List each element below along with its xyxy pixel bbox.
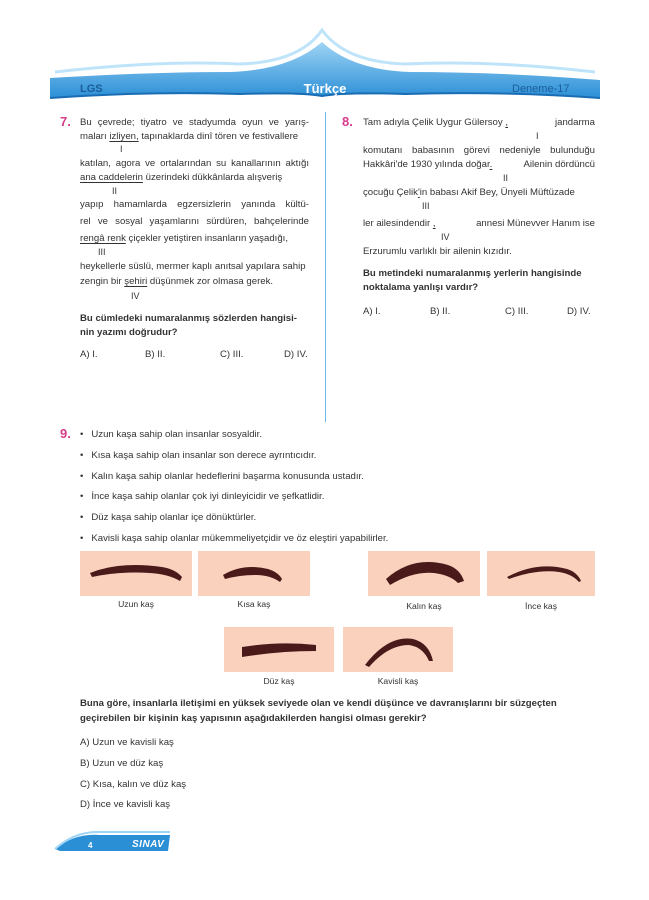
- q9-option-c[interactable]: C) Kısa, kalın ve düz kaş: [80, 779, 187, 790]
- q8-mark-II: II: [503, 173, 509, 183]
- bullet-icon: •: [80, 471, 84, 482]
- brow-label-short: Kısa kaş: [237, 599, 271, 609]
- q8-punct-IV: ,: [432, 218, 436, 229]
- q7-mark-IV: IV: [131, 291, 140, 301]
- q8-mark-I: I: [536, 131, 539, 141]
- q7-option-a[interactable]: A) I.: [80, 349, 98, 360]
- q7-line-6: rel ve sosyal yaşamlarını sürdüren, bahçelerinde: [80, 216, 309, 227]
- q9-bullet-3: • Kalın kaşa sahip olanlar hedeflerini başarma konusunda ustadır.: [80, 471, 364, 482]
- q8-option-a[interactable]: A) I.: [363, 306, 381, 317]
- footer-brand-logo: SINAV: [132, 839, 165, 850]
- q8-mark-IV: IV: [441, 232, 450, 242]
- brow-label-thick: Kalın kaş: [406, 601, 442, 611]
- q7-line-5: yapıp hamamlarda egzersizlerin yanında kültü-: [80, 199, 309, 210]
- q7-option-d[interactable]: D) IV.: [284, 349, 308, 360]
- q7-word-II: ana caddelerin: [80, 172, 143, 183]
- q9-option-a[interactable]: A) Uzun ve kavisli kaş: [80, 737, 174, 748]
- q7-option-c[interactable]: C) III.: [220, 349, 244, 360]
- q8-punct-III: ': [417, 187, 420, 198]
- q8-punct-II: .: [489, 159, 493, 170]
- q8-line-6: Erzurumlu varlıklı bir ailenin kızıdır.: [363, 246, 512, 257]
- q7-line-7: rengâ renk çiçekler yetiştiren insanların yaşadığı,: [80, 233, 288, 244]
- q7-option-b[interactable]: B) II.: [145, 349, 166, 360]
- q7-mark-III: III: [98, 247, 106, 257]
- q8-line-3: Hakkâri'de 1930 yılında doğar. Ailenin dördüncü: [363, 159, 595, 170]
- q7-line-3: katılan, agora ve ortalarından su kanallarının aktığı: [80, 158, 309, 169]
- q8-line-5: ler ailesindendir , annesi Münevver Hanım ise: [363, 218, 595, 229]
- q7-line-4: ana caddelerin üzerindeki dükkânlarda alışveriş: [80, 172, 283, 183]
- q8-option-b[interactable]: B) II.: [430, 306, 451, 317]
- q8-line-1: Tam adıyla Çelik Uygur Gülersoy , jandarma: [363, 117, 595, 128]
- footer-page-number: 4: [88, 841, 93, 850]
- bullet-icon: •: [80, 450, 84, 461]
- q8-question-line-2: noktalama yanlışı vardır?: [363, 282, 479, 293]
- thick-brow-icon: [368, 551, 480, 596]
- q7-line-8: heykellerle süslü, mermer kaplı anıtsal yapılara sahip: [80, 261, 306, 272]
- short-brow-icon: [198, 551, 310, 596]
- q7-mark-I: I: [120, 144, 123, 154]
- brow-image-thin: [487, 551, 595, 596]
- brow-image-thick: [368, 551, 480, 596]
- q7-word-IV: şehiri: [124, 276, 148, 287]
- thin-brow-icon: [487, 551, 595, 596]
- column-divider: [325, 112, 326, 422]
- header-subject-title: Türkçe: [303, 81, 347, 96]
- q9-bullet-6: • Kavisli kaşa sahip olanlar mükemmeliyetçidir ve öz eleştiri yapabilirler.: [80, 533, 389, 544]
- bullet-icon: •: [80, 512, 84, 523]
- q8-question-line-1: Bu metindeki numaralanmış yerlerin hangisinde: [363, 268, 582, 279]
- bullet-icon: •: [80, 429, 84, 440]
- q7-word-I: izliyen,: [109, 131, 139, 142]
- q7-line-2: maları izliyen, tapınaklarda dinî tören ve festivallere: [80, 131, 299, 142]
- brow-image-long: [80, 551, 192, 596]
- q7-line-9: zengin bir şehiri düşünmek zor olmasa gerek.: [80, 276, 274, 287]
- long-brow-icon: [80, 551, 192, 596]
- q9-option-d[interactable]: D) İnce ve kavisli kaş: [80, 799, 171, 810]
- question-9-number: 9.: [60, 426, 71, 441]
- bullet-icon: •: [80, 491, 84, 502]
- q7-question-line-2: nin yazımı doğrudur?: [80, 327, 178, 338]
- straight-brow-icon: [224, 627, 334, 672]
- q7-mark-II: II: [112, 186, 118, 196]
- brow-label-thin: İnce kaş: [524, 601, 557, 611]
- bullet-icon: •: [80, 533, 84, 544]
- q7-word-III: rengâ renk: [80, 233, 126, 244]
- brow-label-long: Uzun kaş: [118, 599, 154, 609]
- q8-option-c[interactable]: C) III.: [505, 306, 529, 317]
- q7-question-line-1: Bu cümledeki numaralanmış sözlerden hangisi-: [80, 313, 297, 324]
- q8-line-2: komutanı babasının görevi nedeniyle bulunduğu: [363, 145, 595, 156]
- brow-label-curved: Kavisli kaş: [377, 676, 419, 686]
- footer-wave: [0, 825, 200, 855]
- q9-bullet-2: • Kısa kaşa sahip olan insanlar son derece ayrıntıcıdır.: [80, 450, 317, 461]
- q8-line-4: çocuğu Çelik'in babası Akif Bey, Ünyeli Müftüzade: [363, 187, 575, 198]
- q7-line-1: Bu çevrede; tiyatro ve stadyumda oyun ve yarış-: [80, 117, 309, 128]
- header-exam-label: Deneme-17: [512, 83, 570, 95]
- header-lgs-label: LGS: [80, 83, 103, 95]
- q8-mark-III: III: [422, 201, 430, 211]
- curved-brow-icon: [343, 627, 453, 672]
- q9-option-b[interactable]: B) Uzun ve düz kaş: [80, 758, 164, 769]
- q9-question-line-1: Buna göre, insanlarla iletişimi en yüksek seviyede olan ve kendi düşünce ve davranışlarını bir süzgeçten: [80, 698, 557, 709]
- q9-bullet-1: • Uzun kaşa sahip olan insanlar sosyaldir.: [80, 429, 263, 440]
- brow-image-curved: [343, 627, 453, 672]
- q8-punct-I: ,: [505, 117, 509, 128]
- brow-image-straight: [224, 627, 334, 672]
- q9-bullet-5: • Düz kaşa sahip olanlar içe dönüktürler.: [80, 512, 257, 523]
- brow-image-short: [198, 551, 310, 596]
- q8-option-d[interactable]: D) IV.: [567, 306, 591, 317]
- brow-label-straight: Düz kaş: [263, 676, 295, 686]
- question-8-number: 8.: [342, 114, 353, 129]
- question-7-number: 7.: [60, 114, 71, 129]
- q9-bullet-4: • İnce kaşa sahip olanlar çok iyi dinleyicidir ve şefkatlidir.: [80, 491, 325, 502]
- q9-question-line-2: geçirebilen bir kişinin kaş yapısının aşağıdakilerden hangisi olması gerekir?: [80, 713, 427, 724]
